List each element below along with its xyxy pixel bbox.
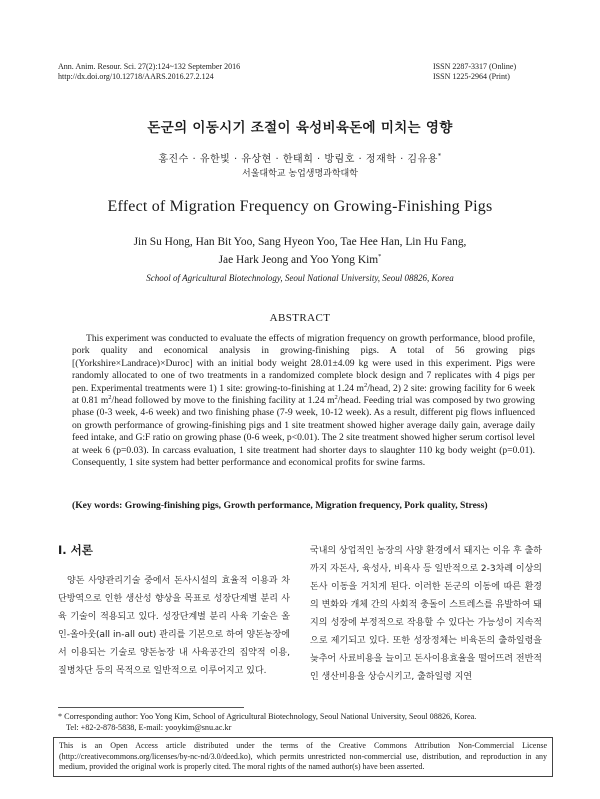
keywords: (Key words: Growing-finishing pigs, Growth performance, Migration frequency, Pork quality, Stress)	[72, 500, 488, 511]
korean-title: 돈군의 이동시기 조절이 육성비육돈에 미치는 영향	[147, 120, 453, 136]
korean-affiliation: 서울대학교 농업생명과학대학	[242, 169, 358, 179]
abstract-text-4: /head. Feeding trial was composed by two growing phase (0-3 week, 4-6 week) and two finishing phase (7-9 week, 10-12 week). As a result, different pig flows influenced on growth performance of growing-finishing pigs and 1 site treatment showed higher average daily gain, average daily feed intake, and G:F ratio on growing phase (0-6 week, p<0.01). The 2 site treatment showed higher serum cortisol level at week 6 (p=0.03). In carcass evaluation, 1 site treatment had shorter days to slaughter 110 kg body weight (p=0.01). Consequently, 1 site system had better performance and economical profits for swine farms.	[72, 395, 535, 469]
superscript-2: 2	[363, 381, 368, 389]
corresponding-mark-en: *	[378, 253, 382, 261]
footnote-line1: * Corresponding author: Yoo Yong Kim, School of Agricultural Biotechnology, Seoul National University, Seoul 08826, Korea.	[58, 712, 477, 721]
footnote-divider	[58, 707, 244, 708]
issn-online: ISSN 2287-3317 (Online)	[433, 62, 517, 71]
issn-print: ISSN 1225-2964 (Print)	[433, 72, 510, 81]
english-affiliation: School of Agricultural Biotechnology, Seoul National University, Seoul 08826, Korea	[146, 273, 454, 283]
abstract-heading: ABSTRACT	[269, 312, 331, 324]
doi-link[interactable]: http://dx.doi.org/10.12718/AARS.2016.27.2.124	[58, 72, 214, 81]
open-access-license-box: This is an Open Access article distributed under the terms of the Creative Commons Attribution Non-Commercial License (http://creativecommons.org/licenses/by-nc-nd/3.0/deed.ko), which permits unrestricted non-commercial use, distribution, and reproduction in any medium, provided the original work is properly cited. The moral rights of the named author(s) have been asserted.	[53, 737, 553, 777]
intro-left-column: 양돈 사양관리기술 중에서 돈사시설의 효율적 이용과 차단방역으로 인한 생산성 향상을 목표로 성장단계별 분리 사육 기술이 적용되고 있다. 성장단계별 분리 사육 기술은 올인-올아웃(all in-all out) 관리를 기본으로 하여 양돈농장에서 이용되는 기술로 양돈농장 내 사육공간의 집약적 이용, 질병차단 등의 목적으로 일반적으로 이루어지고 있다.	[58, 576, 290, 676]
footnote-line2: Tel: +82-2-878-5838, E-mail: yooykim@snu.ac.kr	[66, 723, 232, 732]
superscript-2: 2	[334, 393, 338, 401]
english-title: Effect of Migration Frequency on Growing-Finishing Pigs	[107, 198, 493, 215]
english-authors-line1: Jin Su Hong, Han Bit Yoo, Sang Hyeon Yoo, Tae Hee Han, Lin Hu Fang,	[133, 236, 467, 248]
korean-authors	[0, 150, 600, 165]
section-heading-introduction: Ⅰ. 서론	[58, 543, 93, 557]
korean-author-names: 홍진수 · 유한빛 · 유상현 · 한태희 · 방림호 · 정재학 · 김유용	[158, 154, 438, 165]
corresponding-mark: *	[437, 151, 442, 160]
abstract-text-3: /head followed by move to the finishing facility at 1.24 m	[111, 395, 335, 407]
abstract-body	[72, 333, 535, 469]
corresponding-author-footnote	[58, 711, 548, 733]
intro-right-column: 국내의 상업적인 농장의 사양 환경에서 돼지는 이유 후 출하까지 자돈사, 육성사, 비육사 등 일반적으로 2-3차례 이상의 돈사 이동을 거치게 된다. 이러한 돈군의 이동에 따른 환경의 변화와 개체 간의 사회적 충돌이 스트레스를 유발하여 돼지의 성장에 부정적으로 작용할 수 있다는 가능성이 지속적으로 제기되고 있다. 또한 성장정체는 비육돈의 출하일령을 늦추어 사료비용을 늘이고 돈사이용효율을 떨어뜨려 전반적인 생산비용을 상승시키고, 출하일령 지연	[310, 546, 542, 682]
abstract-text-2: /head, 2) 2 site: growing facility for 6 week at 0.81 m	[72, 382, 536, 407]
journal-citation	[58, 62, 240, 82]
english-authors-line2-text: Jae Hark Jeong and Yoo Yong Kim	[218, 254, 379, 266]
journal-line: Ann. Anim. Resour. Sci. 27(2):124~132 September 2016	[58, 62, 241, 71]
superscript-2: 2	[108, 393, 112, 401]
issn-block	[433, 62, 516, 82]
english-authors	[0, 233, 600, 269]
abstract-text-1: This experiment was conducted to evaluate the effects of migration frequency on growth performance, blood profile, pork quality and economical analysis in growing-finishing pigs. A total of 56 growing pigs [(Yorkshire×Landrace)×Duroc] with an initial body weight 28.01±4.09 kg were used in this experiment. Pigs were randomly allocated to one of two treatments in a randomized complete block design and 7 replicates with 4 pigs per pen. Experimental treatments were 1) 1 site: growing-to-finishing at 1.24 m	[72, 333, 535, 394]
english-authors-line2	[0, 251, 600, 269]
